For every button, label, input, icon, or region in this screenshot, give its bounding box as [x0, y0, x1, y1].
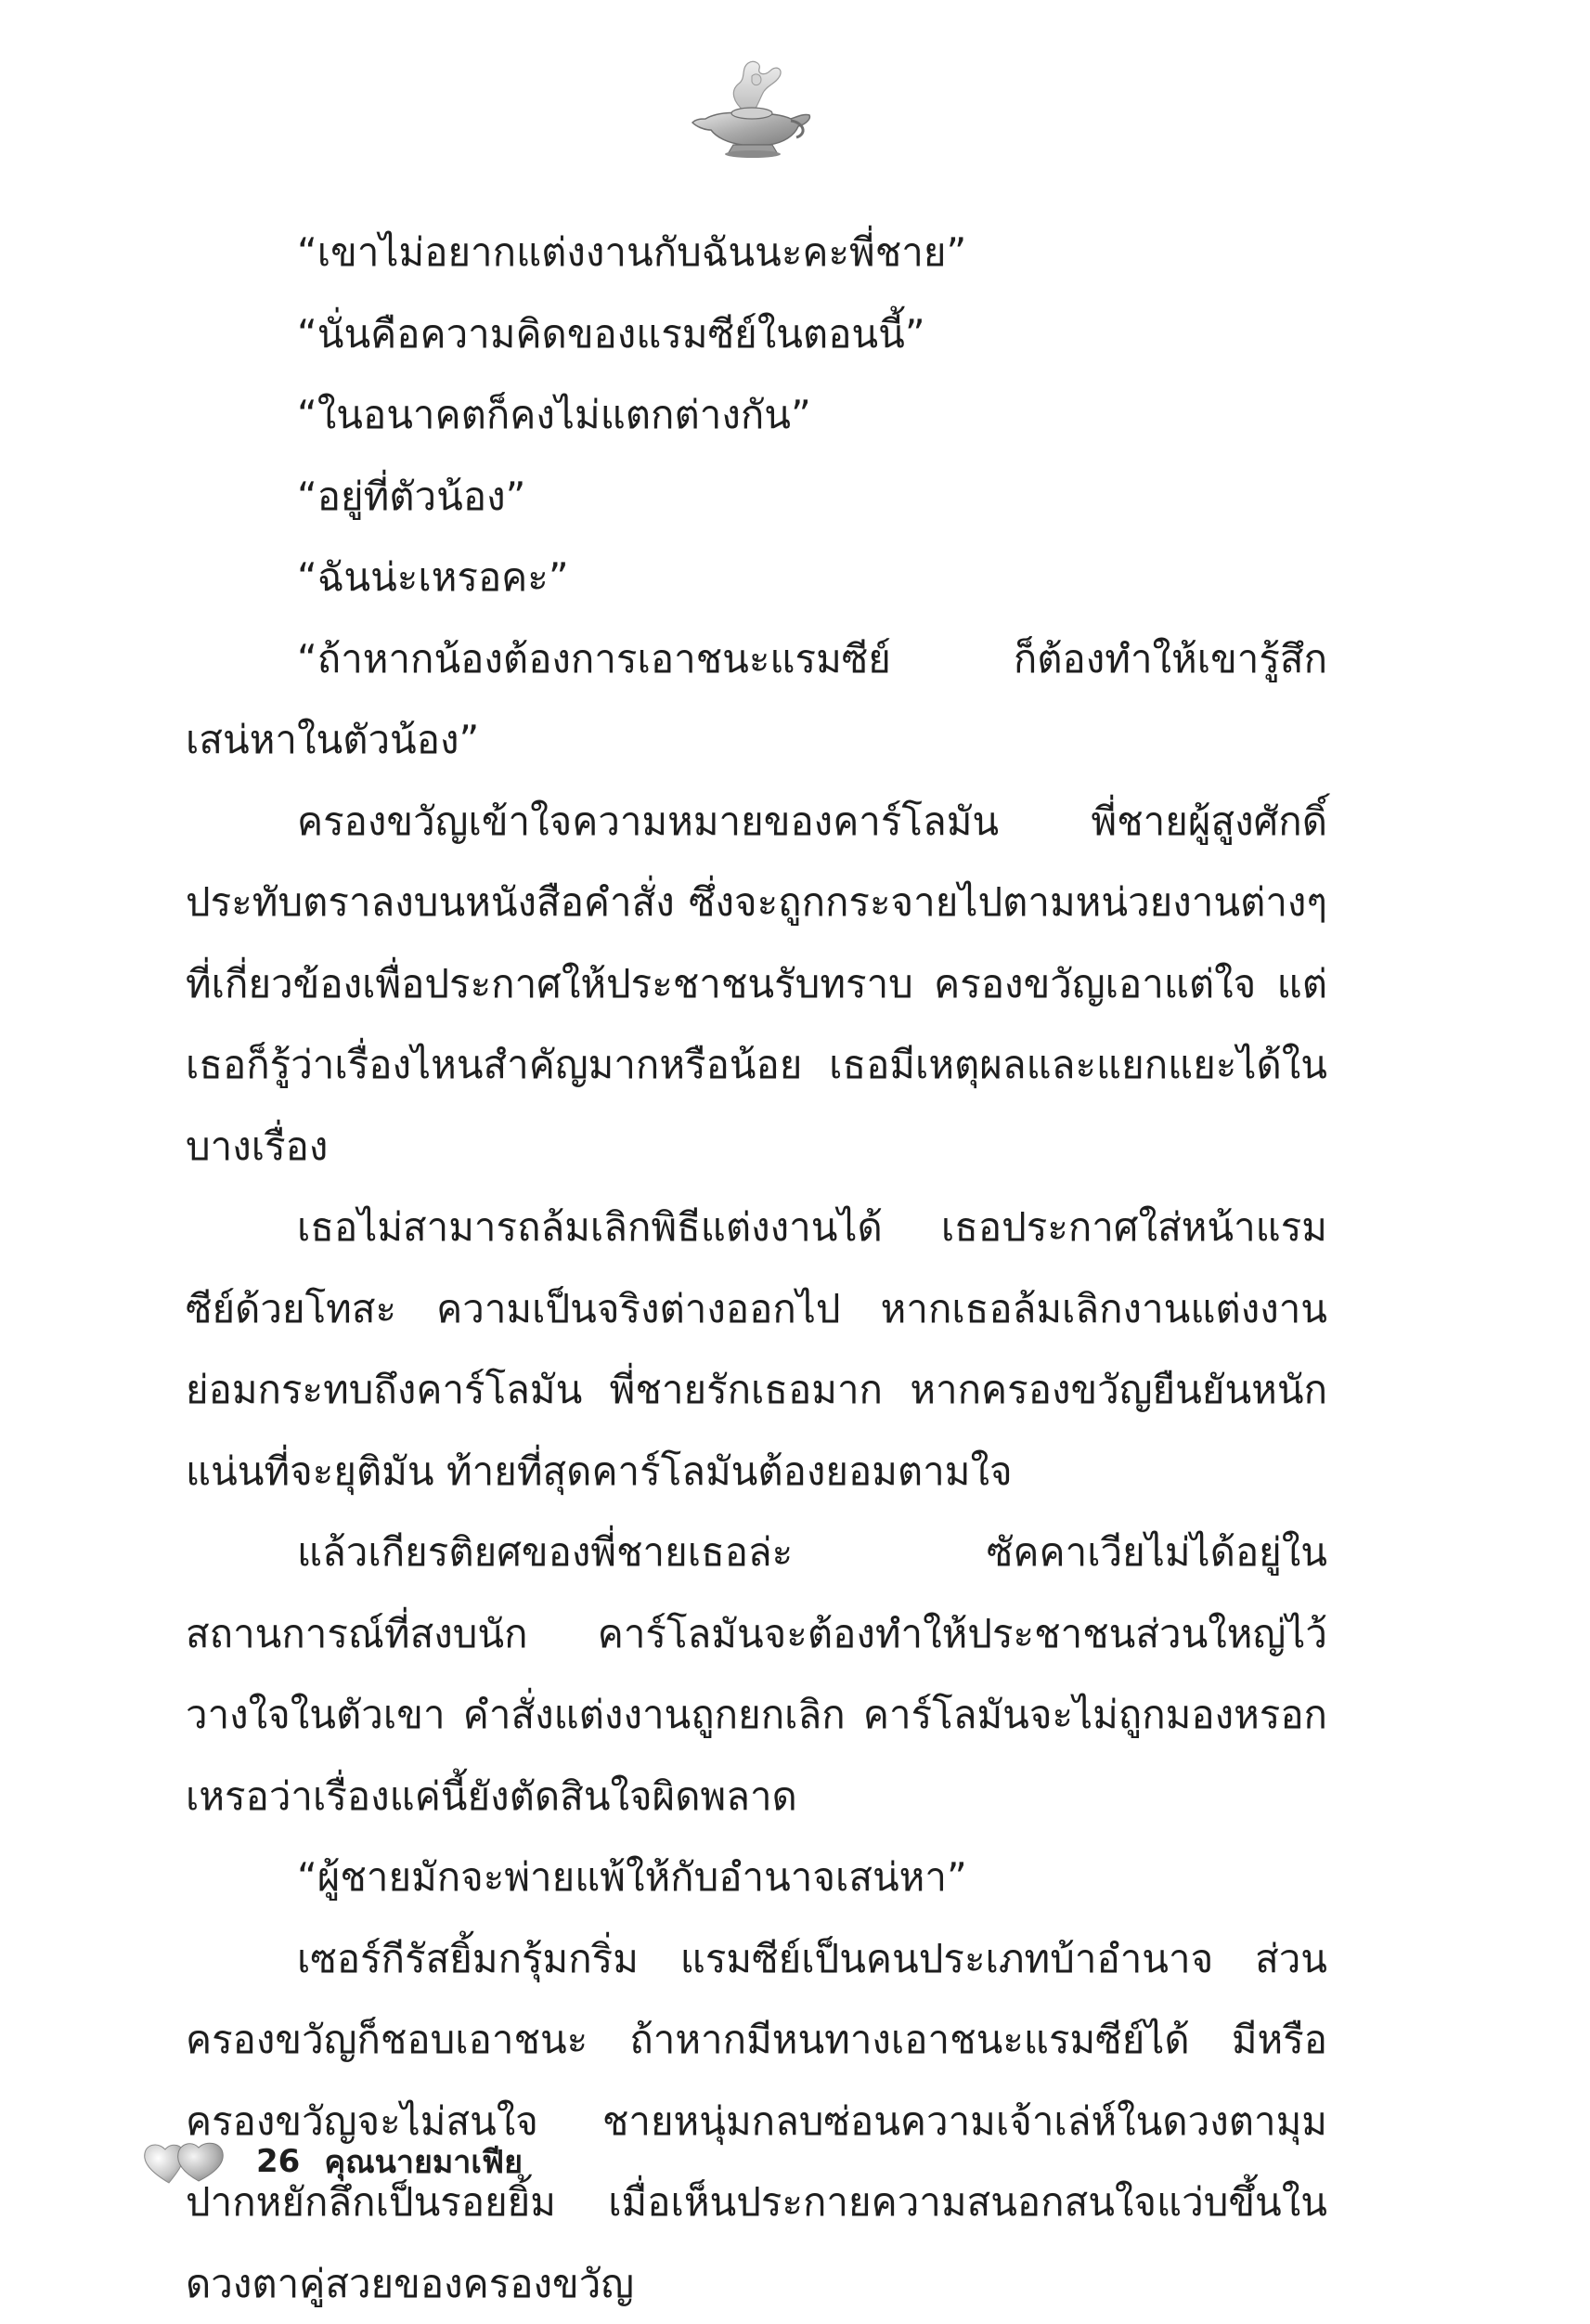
story-text	[186, 212, 1327, 2324]
paragraph: แล้วเกียรติยศของพี่ชายเธอล่ะ ซัคคาเวียไม่ได้อยู่ในสถานการณ์ที่สงบนัก คาร์โลมันจะต้องทำให้ประชาชนส่วนใหญ่ไว้วางใจในตัวเขา คำสั่งแต่งงานถูกยกเลิก คาร์โลมันจะไม่ถูกมองหรอกเหรอว่าเรื่องแค่นี้ยังตัดสินใจผิดพลาด	[186, 1512, 1327, 1837]
paragraph: “นั่นคือความคิดของแรมซีย์ในตอนนี้”	[186, 293, 1327, 375]
book-title: คุณนายมาเฟีย	[324, 2136, 523, 2187]
page-footer	[141, 2134, 523, 2189]
genie-lamp-icon	[687, 58, 817, 160]
paragraph: เธอไม่สามารถล้มเลิกพิธีแต่งงานได้ เธอประกาศใส่หน้าแรมซีย์ด้วยโทสะ ความเป็นจริงต่างออกไป หากเธอล้มเลิกงานแต่งงานย่อมกระทบถึงคาร์โลมัน พี่ชายรักเธอมาก หากครองขวัญยืนยันหนักแน่นที่จะยุติมัน ท้ายที่สุดคาร์โลมันต้องยอมตามใจ	[186, 1187, 1327, 1512]
paragraph: “ถ้าหากน้องต้องการเอาชนะแรมซีย์ ก็ต้องทำให้เขารู้สึกเสน่หาในตัวน้อง”	[186, 618, 1327, 781]
paragraph: “ฉันน่ะเหรอคะ”	[186, 537, 1327, 618]
paragraph: “อยู่ที่ตัวน้อง”	[186, 456, 1327, 538]
paragraph: “เขาไม่อยากแต่งงานกับฉันนะคะพี่ชาย”	[186, 212, 1327, 293]
paragraph: เซอร์กีรัสยิ้มกรุ้มกริ่ม แรมซีย์เป็นคนประเภทบ้าอำนาจ ส่วนครองขวัญก็ชอบเอาชนะ ถ้าหากมีหนทางเอาชนะแรมซีย์ได้ มีหรือครองขวัญจะไม่สนใจ ชายหนุ่มกลบซ่อนความเจ้าเล่ห์ในดวงตามุมปากหยักลึกเป็นรอยยิ้ม เมื่อเห็นประกายความสนอกสนใจแว่บขึ้นในดวงตาคู่สวยของครองขวัญ	[186, 1918, 1327, 2324]
paragraph: “ในอนาคตก็คงไม่แตกต่างกัน”	[186, 374, 1327, 456]
page-number: 26	[256, 2143, 300, 2180]
paragraph: “ผู้ชายมักจะพ่ายแพ้ให้กับอำนาจเสน่หา”	[186, 1837, 1327, 1918]
hearts-icon	[141, 2136, 230, 2187]
paragraph: ครองขวัญเข้าใจความหมายของคาร์โลมัน พี่ชายผู้สูงศักดิ์ประทับตราลงบนหนังสือคำสั่ง ซึ่งจะถูกกระจายไปตามหน่วยงานต่างๆ ที่เกี่ยวข้องเพื่อประกาศให้ประชาชนรับทราบ ครองขวัญเอาแต่ใจ แต่เธอก็รู้ว่าเรื่องไหนสำคัญมากหรือน้อย เธอมีเหตุผลและแยกแยะได้ในบางเรื่อง	[186, 781, 1327, 1188]
